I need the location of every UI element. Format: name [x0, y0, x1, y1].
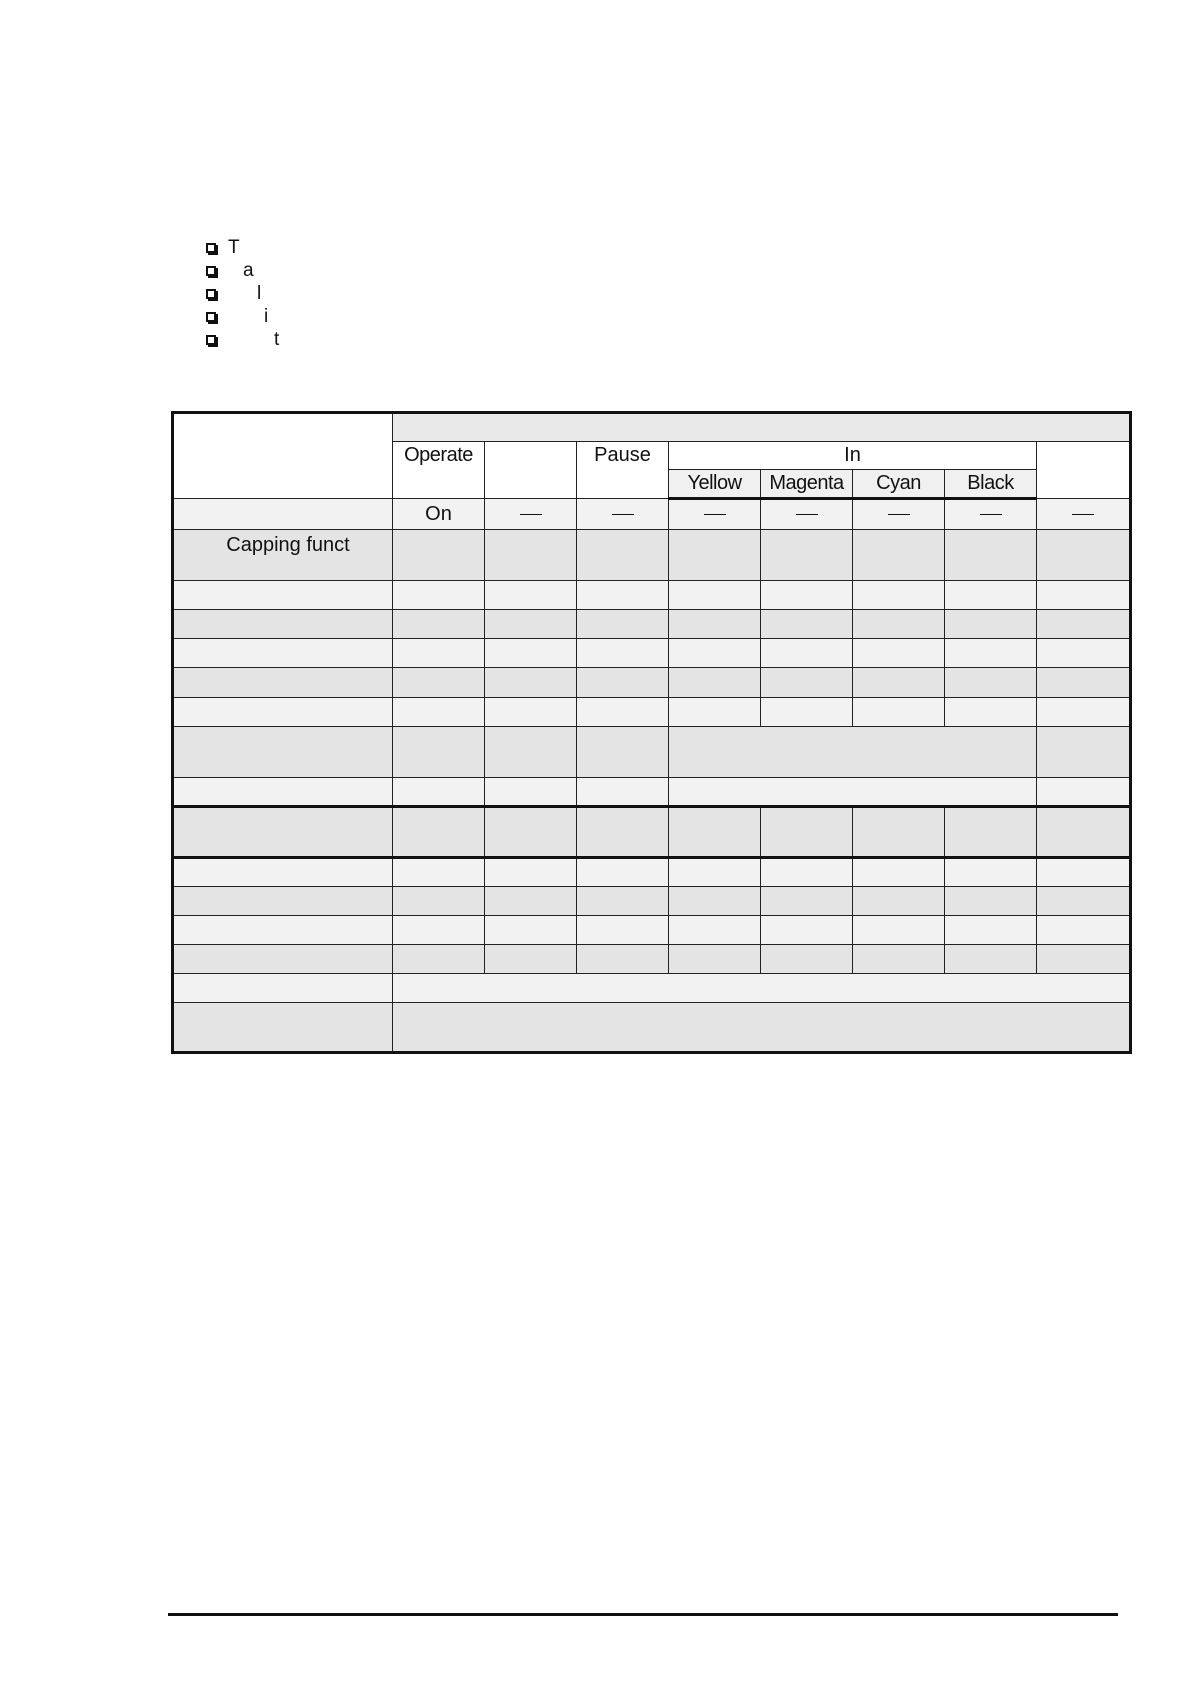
- cell: [761, 945, 853, 974]
- cell: [853, 807, 945, 858]
- corner-header-cell: [173, 413, 393, 499]
- dash-mark: [704, 514, 726, 515]
- cell: [485, 581, 577, 610]
- cell: [1037, 639, 1131, 668]
- cell: [669, 639, 761, 668]
- cell: [669, 698, 761, 727]
- header-black: Black: [945, 470, 1037, 499]
- footer-rule: [168, 1613, 1118, 1616]
- cell: [485, 916, 577, 945]
- row-label: [173, 974, 393, 1003]
- cell: [577, 639, 669, 668]
- cell: [853, 610, 945, 639]
- cell: [577, 778, 669, 807]
- cell: [853, 639, 945, 668]
- cell: [945, 945, 1037, 974]
- cell: [577, 581, 669, 610]
- dash-mark: [796, 514, 818, 515]
- cell: [1037, 778, 1131, 807]
- row-label: [173, 945, 393, 974]
- bullet-item: l: [206, 282, 279, 305]
- cell: [761, 610, 853, 639]
- cell: [761, 530, 853, 581]
- cell: [485, 668, 577, 698]
- cell-dash: [669, 499, 761, 530]
- cell: [945, 610, 1037, 639]
- row-label: [173, 639, 393, 668]
- cell: [577, 945, 669, 974]
- cell: [393, 858, 485, 887]
- cell: [945, 916, 1037, 945]
- cell-on: On: [393, 499, 485, 530]
- cell: [669, 916, 761, 945]
- cell-dash: [1037, 499, 1131, 530]
- row-label: [173, 727, 393, 778]
- cell: [577, 610, 669, 639]
- cell: [761, 858, 853, 887]
- full-width-cell: [393, 1003, 1131, 1053]
- cell: [1037, 530, 1131, 581]
- header-empty: [485, 442, 577, 499]
- cell: [761, 807, 853, 858]
- bullet-item: a: [206, 259, 279, 282]
- row-label-capping: Capping funct: [173, 530, 393, 581]
- header-cyan: Cyan: [853, 470, 945, 499]
- row-label: [173, 858, 393, 887]
- cell: [485, 727, 577, 778]
- cell: [393, 778, 485, 807]
- dash-mark: [520, 514, 542, 515]
- cell: [393, 916, 485, 945]
- cell: [1037, 945, 1131, 974]
- full-width-cell: [393, 974, 1131, 1003]
- cell: [485, 945, 577, 974]
- checkbox-bullet-icon: [206, 266, 216, 276]
- dash-mark: [612, 514, 634, 515]
- cell: [761, 668, 853, 698]
- row-label: [173, 610, 393, 639]
- row-label: [173, 698, 393, 727]
- row-label: [173, 807, 393, 858]
- cell: [853, 698, 945, 727]
- cell: [577, 727, 669, 778]
- cell: [485, 858, 577, 887]
- cell: [393, 530, 485, 581]
- row-label: [173, 916, 393, 945]
- header-operate: Operate: [393, 442, 485, 499]
- cell: [669, 887, 761, 916]
- cell: [1037, 698, 1131, 727]
- bullet-item: i: [206, 305, 279, 328]
- cell: [393, 727, 485, 778]
- cell: [853, 668, 945, 698]
- cell-dash: [577, 499, 669, 530]
- cell: [577, 530, 669, 581]
- cell: [945, 581, 1037, 610]
- bullet-list: [206, 236, 279, 351]
- cell: [669, 945, 761, 974]
- cell: [1037, 807, 1131, 858]
- cell: [1037, 916, 1131, 945]
- cell: [577, 916, 669, 945]
- cell: [485, 698, 577, 727]
- cell: [945, 858, 1037, 887]
- checkbox-bullet-icon: [206, 335, 216, 345]
- checkbox-bullet-icon: [206, 243, 216, 253]
- cell: [485, 807, 577, 858]
- cell: [945, 887, 1037, 916]
- row-label: [173, 887, 393, 916]
- cell: [393, 887, 485, 916]
- cell: [945, 639, 1037, 668]
- header-pause: Pause: [577, 442, 669, 499]
- cell-dash: [945, 499, 1037, 530]
- cell: [577, 698, 669, 727]
- status-group-header: [393, 413, 1131, 442]
- cell: [853, 887, 945, 916]
- cell: [669, 668, 761, 698]
- dash-mark: [888, 514, 910, 515]
- cell: [853, 916, 945, 945]
- cell: [945, 530, 1037, 581]
- cell: [485, 887, 577, 916]
- cell-dash: [853, 499, 945, 530]
- cell: [577, 668, 669, 698]
- merged-ink-cell: [669, 727, 1037, 778]
- cell: [945, 698, 1037, 727]
- header-yellow: Yellow: [669, 470, 761, 499]
- cell: [1037, 858, 1131, 887]
- merged-ink-cell: [669, 778, 1037, 807]
- cell: [393, 581, 485, 610]
- row-label: [173, 668, 393, 698]
- cell-dash: [761, 499, 853, 530]
- bullet-item: t: [206, 328, 279, 351]
- cell: [1037, 887, 1131, 916]
- cell: [393, 639, 485, 668]
- bullet-item: T: [206, 236, 279, 259]
- cell: [669, 858, 761, 887]
- cell: [577, 887, 669, 916]
- cell: [853, 530, 945, 581]
- header-ink: In: [669, 442, 1037, 470]
- checkbox-bullet-icon: [206, 289, 216, 299]
- row-label: [173, 581, 393, 610]
- row-label: [173, 499, 393, 530]
- dash-mark: [1072, 514, 1094, 515]
- cell: [1037, 668, 1131, 698]
- cell: [1037, 581, 1131, 610]
- dash-mark: [980, 514, 1002, 515]
- cell: [393, 945, 485, 974]
- cell: [761, 916, 853, 945]
- row-label: [173, 778, 393, 807]
- cell: [761, 887, 853, 916]
- header-magenta: Magenta: [761, 470, 853, 499]
- cell: [853, 858, 945, 887]
- cell: [853, 945, 945, 974]
- cell: [393, 807, 485, 858]
- cell: [669, 610, 761, 639]
- cell: [1037, 727, 1131, 778]
- cell: [945, 807, 1037, 858]
- checkbox-bullet-icon: [206, 312, 216, 322]
- cell-dash: [485, 499, 577, 530]
- cell: [761, 581, 853, 610]
- cell: [669, 530, 761, 581]
- cell: [853, 581, 945, 610]
- cell: [485, 778, 577, 807]
- cell: [485, 610, 577, 639]
- status-table: [171, 411, 1132, 1054]
- cell: [393, 698, 485, 727]
- cell: [669, 581, 761, 610]
- cell: [577, 858, 669, 887]
- cell: [485, 530, 577, 581]
- cell: [485, 639, 577, 668]
- row-label: [173, 1003, 393, 1053]
- header-last: [1037, 442, 1131, 499]
- cell: [761, 698, 853, 727]
- cell: [669, 807, 761, 858]
- cell: [393, 610, 485, 639]
- cell: [393, 668, 485, 698]
- cell: [577, 807, 669, 858]
- cell: [945, 668, 1037, 698]
- cell: [761, 639, 853, 668]
- cell: [1037, 610, 1131, 639]
